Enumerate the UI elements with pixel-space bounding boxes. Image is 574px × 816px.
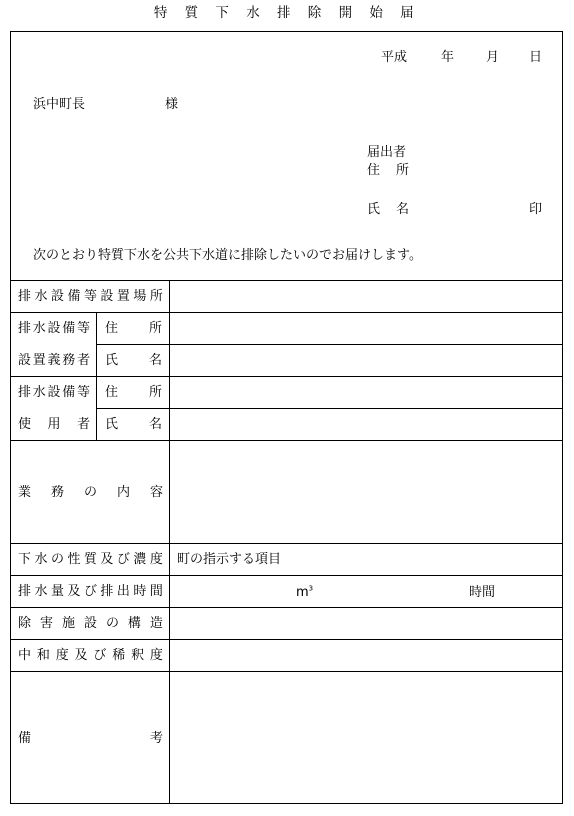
- date-era: 平成: [381, 50, 408, 65]
- rule: [96, 312, 97, 440]
- notifier-address-label-2: 所: [396, 163, 410, 178]
- facility-value[interactable]: [177, 608, 557, 639]
- installer-label-bottom: 設 置 義 務 者: [18, 353, 90, 368]
- form-title: 特 質 下 水 排 除 開 始 届: [153, 5, 421, 21]
- installer-name-label: 氏 名: [105, 353, 162, 368]
- rule: [169, 280, 170, 804]
- installer-name-value[interactable]: [177, 345, 557, 376]
- notifier-name-label-2: 名: [396, 202, 410, 217]
- user-label-top: 排 水 設 備 等: [18, 385, 90, 400]
- seal-mark: 印: [529, 202, 543, 217]
- notifier-address-label-1: 住: [367, 163, 381, 178]
- user-label-bottom: 使 用 者: [18, 417, 90, 432]
- location-value[interactable]: [177, 281, 557, 312]
- date-year: 年: [441, 50, 455, 65]
- dilution-value[interactable]: [177, 640, 557, 671]
- user-name-label: 氏 名: [105, 417, 162, 432]
- location-label: 排 水 設 備 等 設 置 場 所: [18, 289, 163, 304]
- remarks-label: 備 考: [18, 730, 163, 746]
- quality-value[interactable]: 町の指示する項目: [177, 552, 282, 567]
- business-value[interactable]: [177, 441, 557, 543]
- date-day: 日: [529, 50, 543, 65]
- volume-time-unit: 時間: [469, 585, 496, 600]
- remarks-value[interactable]: [177, 672, 557, 803]
- installer-label-top: 排 水 設 備 等: [18, 321, 90, 336]
- volume-label: 排 水 量 及 び 排 出 時 間: [18, 584, 163, 599]
- volume-unit: $m^3$: [296, 584, 314, 600]
- addressee-name: 浜中町長: [33, 97, 86, 112]
- statement-text: 次のとおり特質下水を公共下水道に排除したいのでお届けします。: [33, 248, 422, 263]
- user-name-value[interactable]: [177, 409, 557, 440]
- installer-address-label: 住 所: [105, 321, 162, 336]
- notifier-heading: 届出者: [367, 145, 407, 160]
- facility-label: 除 害 施 設 の 構 造: [18, 616, 163, 631]
- addressee-honorific: 様: [165, 97, 179, 112]
- business-label: 業 務 の 内 容: [18, 484, 163, 500]
- notifier-name-label-1: 氏: [367, 202, 381, 217]
- user-address-value[interactable]: [177, 377, 557, 408]
- date-month: 月: [486, 50, 500, 65]
- dilution-label: 中 和 度 及 び 稀 釈 度: [18, 648, 163, 663]
- quality-label: 下 水 の 性 質 及 び 濃 度: [18, 552, 163, 567]
- user-address-label: 住 所: [105, 385, 162, 400]
- installer-address-value[interactable]: [177, 313, 557, 344]
